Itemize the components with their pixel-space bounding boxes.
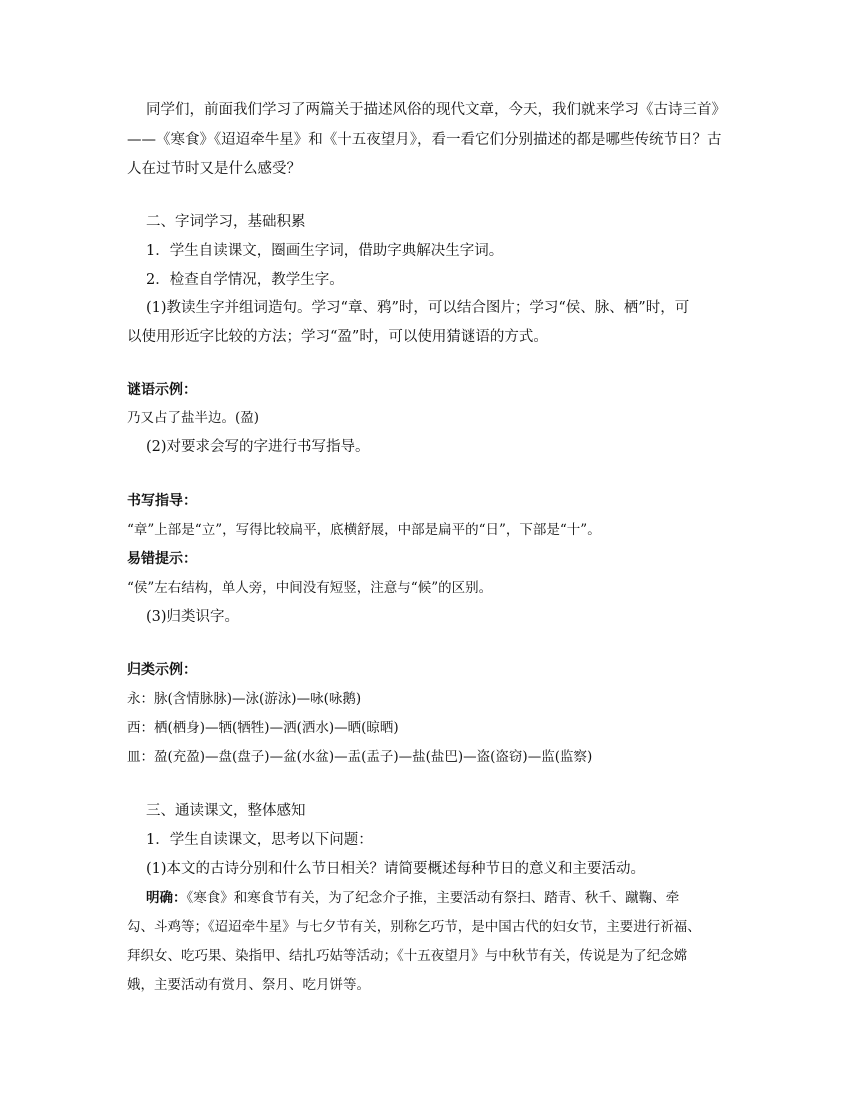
writing-guide-heading: 书写指导：	[127, 493, 197, 509]
section-2-paragraph-3: (3)归类识字。	[146, 609, 240, 625]
answer-line-3: 拜织女、吃巧果、染指甲、结扎巧姑等活动；《十五夜望月》与中秋节有关，传说是为了纪念嫦	[127, 948, 688, 964]
grouping-row-3: 皿：盈(充盈)—盘(盘子)—盆(水盆)—盂(盂子)—盐(盐巴)—盗(盗窃)—监(监察)	[127, 749, 593, 765]
section-3-title: 三、通读课文，整体感知	[146, 803, 306, 819]
riddle-heading: 谜语示例：	[127, 382, 197, 398]
section-3-item-1: 1．学生自读课文，思考以下问题：	[146, 832, 373, 848]
section-2-paragraph-2: (2)对要求会写的字进行书写指导。	[146, 439, 370, 455]
grouping-row-2: 西：栖(栖身)—牺(牺牲)—洒(洒水)—晒(晾晒)	[127, 720, 399, 736]
error-tip-text: “侯”左右结构，单人旁，中间没有短竖，注意与“候”的区别。	[127, 580, 493, 596]
grouping-row-1: 永：脉(含情脉脉)—泳(游泳)—咏(咏鹅)	[127, 691, 362, 707]
grouping-heading: 归类示例：	[127, 662, 197, 678]
answer-label: 明确：	[146, 890, 187, 906]
section-2-item-1: 1．学生自读课文，圈画生字词，借助字典解决生字词。	[146, 243, 504, 259]
section-2-paragraph-1-line-1: (1)教读生字并组词造句。学习“章、鸦”时，可以结合图片；学习“侯、脉、栖”时，可	[146, 300, 690, 316]
riddle-text: 乃又占了盐半边。(盈)	[127, 410, 260, 426]
answer-line-1	[146, 888, 741, 908]
section-2-paragraph-1-line-2: 以使用形近字比较的方法；学习“盈”时，可以使用猜谜语的方式。	[127, 329, 548, 345]
writing-guide-text: “章”上部是“立”，写得比较扁平，底横舒展，中部是扁平的“日”，下部是“十”。	[127, 522, 601, 538]
section-3-question-1: (1)本文的古诗分别和什么节日相关？请简要概述每种节日的意义和主要活动。	[146, 861, 646, 877]
answer-line-4: 娥，主要活动有赏月、祭月、吃月饼等。	[127, 977, 370, 993]
answer-line-2: 勾、斗鸡等；《迢迢牵牛星》与七夕节有关，别称乞巧节，是中国古代的妇女节，主要进行祈福、	[127, 919, 701, 935]
error-tip-heading: 易错提示：	[127, 551, 197, 567]
intro-line-2: ——《寒食》《迢迢牵牛星》和《十五夜望月》，看一看它们分别描述的都是哪些传统节日？古	[127, 132, 722, 148]
intro-line-1: 同学们，前面我们学习了两篇关于描述风俗的现代文章，今天，我们就来学习《古诗三首》	[146, 102, 726, 118]
section-2-title: 二、字词学习，基础积累	[146, 214, 306, 230]
intro-line-3: 人在过节时又是什么感受？	[127, 161, 301, 177]
answer-text-1: 《寒食》和寒食节有关，为了纪念介子推，主要活动有祭扫、踏青、秋千、蹴鞠、牵	[186, 890, 680, 906]
section-2-item-2: 2．检查自学情况，教学生字。	[146, 272, 344, 288]
